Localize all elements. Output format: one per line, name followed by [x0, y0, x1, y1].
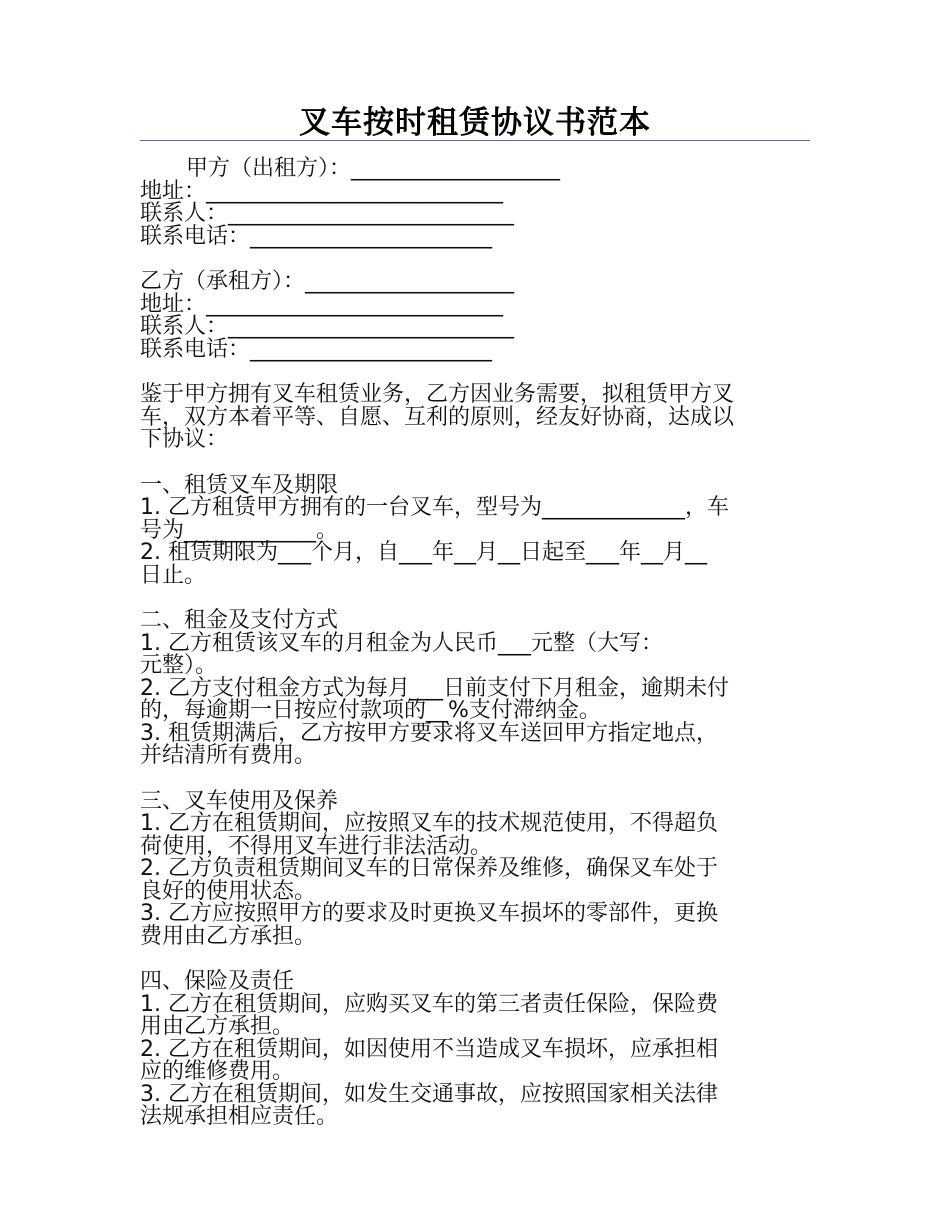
clause-line: 用由乙方承担。 — [140, 1014, 295, 1039]
party-a-block — [140, 158, 812, 248]
clause-line: 费用由乙方承担。 — [140, 923, 317, 949]
party-a-address: 地址：___________________________ — [140, 178, 504, 204]
spacer — [140, 361, 812, 384]
intro-line: 车，双方本着平等、自愿、互利的原则，经友好协商，达成以 — [140, 404, 735, 430]
document-title: 叉车按时租赁协议书范本 — [299, 105, 651, 141]
clause-line: 的，每逾期一日按应付款项的__%支付滞纳金。 — [140, 698, 601, 723]
clause-line: 并结清所有费用。 — [140, 743, 317, 768]
party-b-phone: 联系电话：______________________ — [140, 336, 493, 362]
clause-line: 应的维修费用。 — [140, 1059, 295, 1084]
clause-line: 3. 乙方应按照甲方的要求及时更换叉车损坏的零部件，更换 — [140, 901, 718, 926]
spacer — [140, 948, 812, 971]
clause-line: 元整）。 — [140, 653, 218, 678]
clause-line: 1. 乙方在租赁期间，应按照叉车的技术规范使用，不得超负 — [140, 811, 718, 836]
party-b-heading: 乙方（承租方）：___________________ — [140, 269, 515, 294]
spacer — [140, 768, 812, 791]
clause-line: 法规承担相应责任。 — [140, 1104, 339, 1129]
party-a-phone: 联系电话：______________________ — [140, 223, 493, 249]
section-heading: 三、叉车使用及保养 — [140, 788, 339, 814]
section-heading: 一、租赁叉车及期限 — [140, 472, 339, 498]
clause-line: 2. 租赁期限为___个月，自___年__月__日起至___年__月__ — [140, 540, 707, 565]
clause-line: 荷使用，不得用叉车进行非法活动。 — [140, 833, 493, 859]
spacer — [140, 587, 812, 610]
section-lease-term — [140, 472, 812, 588]
party-a-contact: 联系人：__________________________ — [140, 201, 515, 226]
section-insurance-liability — [140, 971, 812, 1129]
clause-line: 2. 乙方负责租赁期间叉车的日常保养及维修，确保叉车处于 — [140, 856, 718, 881]
document-body — [140, 158, 812, 1129]
intro-line: 下协议： — [140, 427, 229, 452]
intro-paragraph — [140, 384, 812, 452]
party-b-block — [140, 271, 812, 361]
party-b-address: 地址：___________________________ — [140, 291, 504, 317]
clause-line: 1. 乙方租赁甲方拥有的一台叉车，型号为_____________，车 — [140, 495, 729, 520]
section-heading: 四、保险及责任 — [140, 969, 295, 994]
section-use-maintenance — [140, 788, 812, 949]
clause-line: 3. 乙方在租赁期间，如发生交通事故，应按照国家相关法律 — [140, 1081, 718, 1107]
clause-line: 日止。 — [140, 562, 207, 588]
spacer — [140, 248, 812, 271]
intro-line: 鉴于甲方拥有叉车租赁业务，乙方因业务需要，拟租赁甲方叉 — [140, 382, 735, 407]
clause-line: 1. 乙方在租赁期间，应购买叉车的第三者责任保险，保险费 — [140, 991, 718, 1017]
clause-line: 2. 乙方在租赁期间，如因使用不当造成叉车损坏，应承担相 — [140, 1036, 718, 1062]
party-a-heading: 甲方（出租方）：___________________ — [186, 156, 561, 181]
clause-line: 良好的使用状态。 — [140, 878, 317, 904]
section-heading: 二、租金及支付方式 — [140, 608, 339, 633]
section-rent-payment — [140, 610, 812, 768]
party-b-contact: 联系人：__________________________ — [140, 314, 515, 339]
spacer — [140, 452, 812, 475]
clause-line: 1. 乙方租赁该叉车的月租金为人民币___元整（大写： — [140, 630, 663, 656]
clause-line: 3. 租赁期满后，乙方按甲方要求将叉车送回甲方指定地点， — [140, 720, 718, 746]
title-underline — [140, 140, 810, 141]
clause-line: 号为____________。 — [140, 517, 339, 543]
clause-line: 2. 乙方支付租金方式为每月___日前支付下月租金，逾期未付 — [140, 675, 729, 701]
